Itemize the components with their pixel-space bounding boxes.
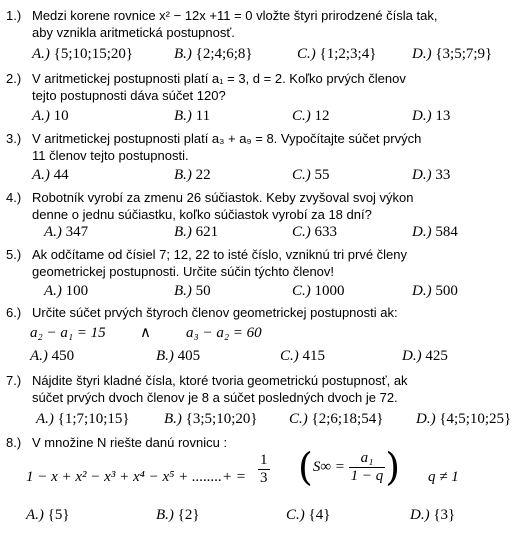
option-b: B.) {3;5;10;20} (164, 411, 258, 427)
option-b: B.) 405 (156, 348, 201, 364)
question-text: V aritmetickej postupnosti platí a₃ + a₉ = 8. Vypočítajte súčet prvých (32, 131, 422, 146)
question-text-cont: denne o jednu súčiastku, koľko súčiastok vyrobí za 18 dní? (32, 207, 372, 222)
option-c: C.) 12 (292, 108, 330, 124)
option-d: D.) 13 (412, 108, 451, 124)
question-text-cont: geometrickej postupnosti. Určite súčin týchto členov! (32, 264, 335, 279)
option-a: A.) 10 (32, 108, 69, 124)
option-a: A.) {5;10;15;20} (32, 46, 134, 62)
question-5 (6, 246, 407, 263)
option-c: C.) 55 (292, 167, 330, 183)
option-c: C.) {2;6;18;54} (289, 411, 384, 427)
question-4 (6, 189, 414, 206)
question-2 (6, 70, 406, 87)
question-text-cont: súčet prvých dvoch členov je 8 a súčet posledných dvoch je 72. (32, 390, 398, 405)
question-number: 2.) (6, 71, 22, 86)
option-a: A.) 450 (30, 348, 75, 364)
option-c: C.) 633 (292, 224, 337, 240)
option-d: D.) {3;5;7;9} (412, 46, 493, 62)
question-number: 7.) (6, 373, 22, 388)
series-equation: 1 − x + x² − x³ + x⁴ − x⁵ + ........+ = (26, 469, 246, 485)
option-b: B.) {2;4;6;8} (174, 46, 253, 62)
question-number: 8.) (6, 435, 22, 450)
option-d: D.) 500 (412, 283, 458, 299)
sum-formula: (S∞ = $\frac{\text{a₁}}{1 - q}$ ) (298, 445, 401, 489)
option-c: C.) {4} (286, 507, 331, 523)
option-d: D.) 584 (412, 224, 458, 240)
option-b: B.) 22 (174, 167, 211, 183)
question-text: Nájdite štyri kladné čísla, ktoré tvoria geometrickú postupnosť, ak (32, 373, 408, 388)
option-b: B.) 621 (174, 224, 219, 240)
option-c: C.) 415 (280, 348, 325, 364)
option-c: C.) {1;2;3;4} (297, 46, 377, 62)
option-c: C.) 1000 (292, 283, 345, 299)
condition-1: a₂ − a₁ = 15 (30, 325, 106, 341)
question-text-cont: aby vznikla aritmetická postupnosť. (32, 25, 235, 40)
question-8 (6, 434, 227, 451)
question-6 (6, 304, 398, 321)
option-d: D.) {4;5;10;25} (416, 411, 512, 427)
condition-2: a₃ − a₂ = 60 (186, 325, 262, 341)
option-b: B.) 50 (174, 283, 211, 299)
question-text: Medzi korene rovnice x² − 12x +11 = 0 vložte štyri prirodzené čísla tak, (32, 8, 438, 23)
option-b: B.) 11 (174, 108, 211, 124)
option-b: B.) {2} (156, 507, 200, 523)
option-a: A.) {1;7;10;15} (36, 411, 130, 427)
q-condition: q ≠ 1 (428, 469, 459, 485)
question-text-cont: tejto postupnosti dáva súčet 120? (32, 88, 226, 103)
option-a: A.) {5} (26, 507, 70, 523)
question-text: Robotník vyrobí za zmenu 26 súčiastok. Keby zvyšoval svoj výkon (32, 190, 414, 205)
question-text: V množine N riešte danú rovnicu : (32, 435, 228, 450)
question-3 (6, 130, 421, 147)
question-text-cont: 11 členov tejto postupnosti. (32, 148, 189, 163)
question-text: V aritmetickej postupnosti platí a₁ = 3, d = 2. Koľko prvých členov (32, 71, 406, 86)
question-1 (6, 7, 437, 24)
question-text: Ak odčítame od čísiel 7; 12, 22 to isté číslo, vzniknú tri prvé členy (32, 247, 408, 262)
option-d: D.) 33 (412, 167, 451, 183)
question-number: 1.) (6, 8, 22, 23)
option-a: A.) 347 (44, 224, 89, 240)
logical-and-symbol: ∧ (140, 325, 151, 341)
question-text: Určite súčet prvých štyroch členov geometrickej postupnosti ak: (32, 305, 398, 320)
question-number: 5.) (6, 247, 22, 262)
question-7 (6, 372, 408, 389)
option-d: D.) {3} (410, 507, 456, 523)
question-number: 6.) (6, 305, 22, 320)
rhs-fraction: $\frac{1}{3}$ (260, 452, 268, 486)
option-a: A.) 100 (44, 283, 89, 299)
question-number: 4.) (6, 190, 22, 205)
option-d: D.) 425 (402, 348, 448, 364)
option-a: A.) 44 (32, 167, 69, 183)
question-number: 3.) (6, 131, 22, 146)
